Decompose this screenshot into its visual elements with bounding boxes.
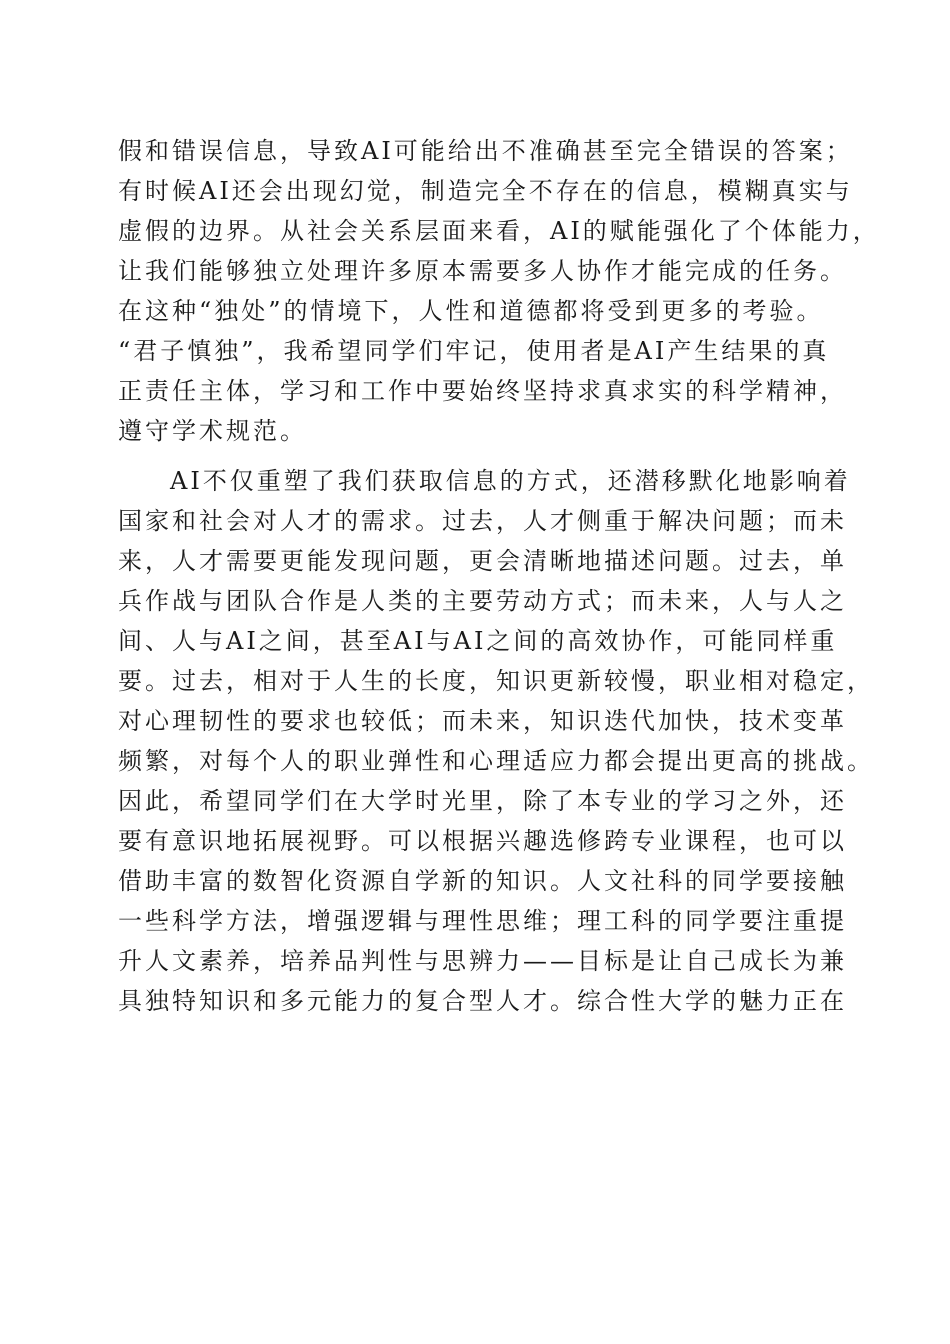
text-line: 兵作战与团队合作是人类的主要劳动方式；而未来，人与人之 — [118, 587, 847, 615]
text-line: 假和错误信息，导致AI可能给出不准确甚至完全错误的答案； — [118, 137, 853, 165]
text-line: 要。过去，相对于人生的长度，知识更新较慢，职业相对稳定， — [118, 667, 874, 695]
text-line: 遵守学术规范。 — [118, 417, 307, 445]
text-line: 正责任主体，学习和工作中要始终坚持求真求实的科学精神， — [118, 377, 847, 405]
text-line: 在这种“独处”的情境下，人性和道德都将受到更多的考验。 — [118, 297, 824, 325]
text-line: 虚假的边界。从社会关系层面来看，AI的赋能强化了个体能力， — [118, 217, 880, 245]
paragraph-2 — [118, 461, 874, 1021]
text-line: 借助丰富的数智化资源自学新的知识。人文社科的同学要接触 — [118, 867, 847, 895]
paragraph-1 — [118, 131, 880, 451]
text-line: 让我们能够独立处理许多原本需要多人协作才能完成的任务。 — [118, 257, 847, 285]
text-line: 国家和社会对人才的需求。过去，人才侧重于解决问题；而未 — [118, 507, 847, 535]
text-line: 具独特知识和多元能力的复合型人才。综合性大学的魅力正在 — [118, 987, 847, 1015]
text-line: 因此，希望同学们在大学时光里，除了本专业的学习之外，还 — [118, 787, 847, 815]
text-line: AI不仅重塑了我们获取信息的方式，还潜移默化地影响着 — [170, 467, 851, 495]
text-line: 一些科学方法，增强逻辑与理性思维；理工科的同学要注重提 — [118, 907, 847, 935]
text-line: 来，人才需要更能发现问题，更会清晰地描述问题。过去，单 — [118, 547, 847, 575]
text-line: 有时候AI还会出现幻觉，制造完全不存在的信息，模糊真实与 — [118, 177, 853, 205]
text-line: 要有意识地拓展视野。可以根据兴趣选修跨专业课程，也可以 — [118, 827, 847, 855]
text-line: “君子慎独”，我希望同学们牢记，使用者是AI产生结果的真 — [118, 337, 830, 365]
body-text — [118, 131, 880, 1021]
text-line: 间、人与AI之间，甚至AI与AI之间的高效协作，可能同样重 — [118, 627, 838, 655]
text-line: 对心理韧性的要求也较低；而未来，知识迭代加快，技术变革 — [118, 707, 847, 735]
text-line: 升人文素养，培养品判性与思辨力——目标是让自己成长为兼 — [118, 947, 847, 975]
text-line: 频繁，对每个人的职业弹性和心理适应力都会提出更高的挑战。 — [118, 747, 874, 775]
